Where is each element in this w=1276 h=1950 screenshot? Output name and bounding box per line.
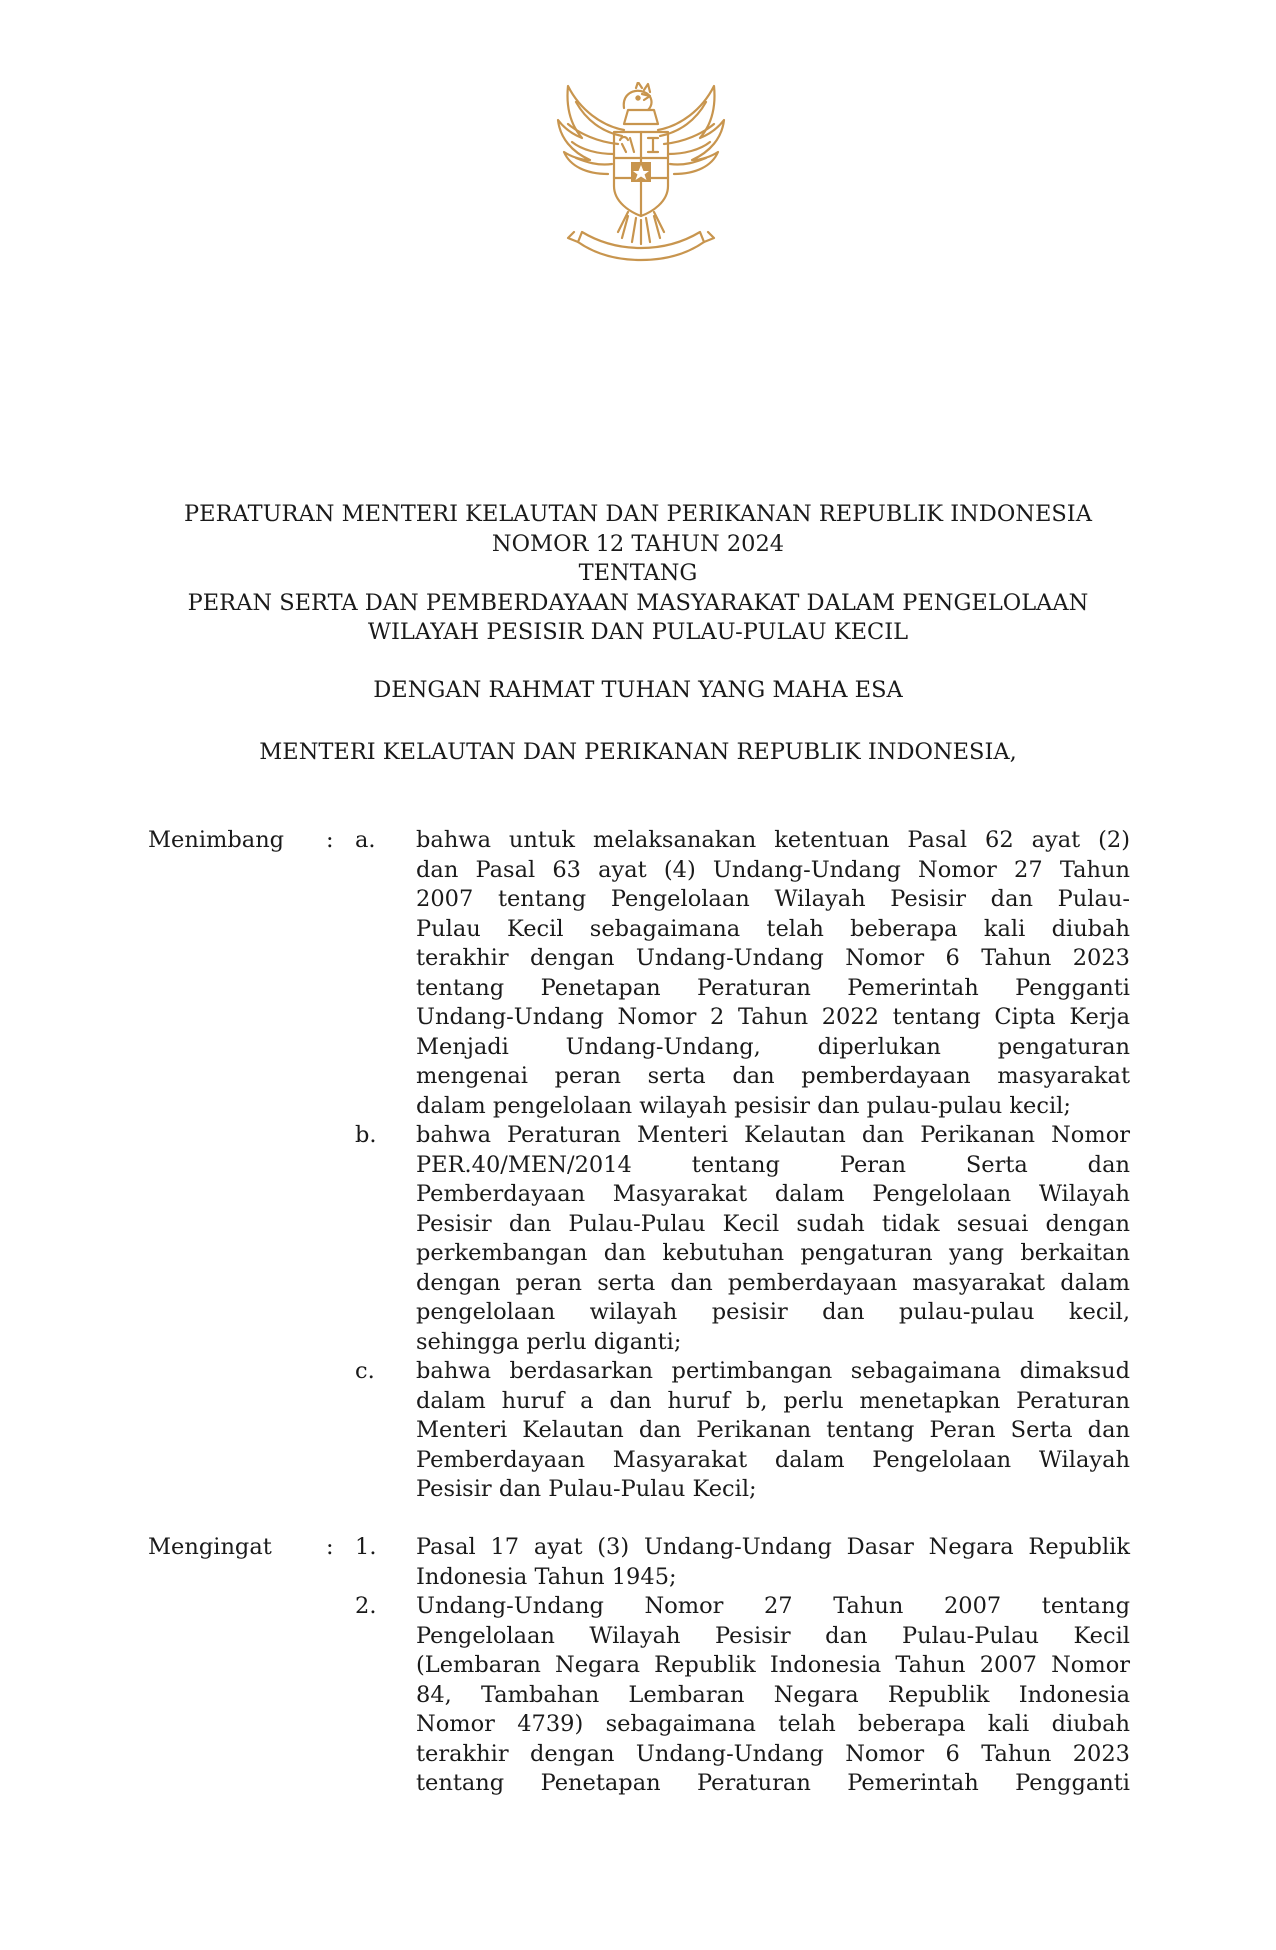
title-line: PERATURAN MENTERI KELAUTAN DAN PERIKANAN REPUBLIK INDONESIA xyxy=(184,501,1092,527)
menimbang-label: Menimbang xyxy=(148,827,285,853)
text-line: Pemberdayaan Masyarakat dalam Pengelolaan Wilayah xyxy=(416,1181,1130,1207)
text-line: Pulau Kecil sebagaimana telah beberapa kali diubah xyxy=(416,915,1130,942)
menimbang-marker-b: b. xyxy=(355,1122,377,1148)
menimbang-item-c xyxy=(416,1357,1130,1505)
text-line: dalam pengelolaan wilayah pesisir dan pulau-pulau kecil; xyxy=(416,1092,1071,1119)
text-line: Pesisir dan Pulau-Pulau Kecil; xyxy=(416,1476,757,1502)
text-line: Pesisir dan Pulau-Pulau Kecil sudah tidak sesuai dengan xyxy=(416,1210,1130,1237)
text-line: Indonesia Tahun 1945; xyxy=(416,1563,677,1590)
text-line: dengan peran serta dan pemberdayaan masyarakat dalam xyxy=(416,1269,1130,1296)
text-line: sehingga perlu diganti; xyxy=(416,1328,682,1355)
mengingat-label: Mengingat xyxy=(148,1534,272,1560)
text-line: mengenai peran serta dan pemberdayaan masyarakat xyxy=(416,1063,1130,1089)
preamble: DENGAN RAHMAT TUHAN YANG MAHA ESA xyxy=(373,677,903,703)
text-line: Menjadi Undang-Undang, diperlukan pengaturan xyxy=(416,1033,1130,1060)
title-line: TENTANG xyxy=(578,560,698,586)
text-line: Nomor 4739) sebagaimana telah beberapa kali diubah xyxy=(416,1711,1130,1737)
menimbang-item-a xyxy=(416,826,1130,1121)
title-line: WILAYAH PESISIR DAN PULAU-PULAU KECIL xyxy=(367,619,909,645)
text-line: dalam huruf a dan huruf b, perlu menetapkan Peraturan xyxy=(416,1387,1130,1414)
text-line: pengelolaan wilayah pesisir dan pulau-pulau kecil, xyxy=(416,1299,1130,1325)
mengingat-marker-2: 2. xyxy=(355,1593,377,1619)
garuda-emblem-icon xyxy=(552,82,730,267)
text-line: Undang-Undang Nomor 2 Tahun 2022 tentang Cipta Kerja xyxy=(416,1004,1130,1030)
menimbang-item-b xyxy=(416,1121,1130,1357)
title-line: NOMOR 12 TAHUN 2024 xyxy=(491,530,785,557)
text-line: (Lembaran Negara Republik Indonesia Tahun 2007 Nomor xyxy=(416,1652,1130,1678)
title-line: PERAN SERTA DAN PEMBERDAYAAN MASYARAKAT DALAM PENGELOLAAN xyxy=(187,589,1089,616)
mengingat-item-1 xyxy=(416,1533,1130,1592)
text-line: tentang Penetapan Peraturan Pemerintah Pengganti xyxy=(416,1770,1130,1796)
regulation-title xyxy=(0,500,1276,648)
mengingat-item-2 xyxy=(416,1592,1130,1799)
mengingat-marker-1: 1. xyxy=(355,1534,377,1560)
text-line: bahwa berdasarkan pertimbangan sebagaimana dimaksud xyxy=(416,1358,1130,1384)
text-line: bahwa Peraturan Menteri Kelautan dan Perikanan Nomor xyxy=(416,1122,1130,1148)
text-line: PER.40/MEN/2014 tentang Peran Serta dan xyxy=(416,1151,1130,1178)
text-line: Undang-Undang Nomor 27 Tahun 2007 tentang xyxy=(416,1593,1130,1619)
text-line: Pasal 17 ayat (3) Undang-Undang Dasar Negara Republik xyxy=(416,1534,1130,1560)
text-line: Pengelolaan Wilayah Pesisir dan Pulau-Pulau Kecil xyxy=(416,1622,1130,1649)
text-line: terakhir dengan Undang-Undang Nomor 6 Tahun 2023 xyxy=(416,1740,1130,1767)
text-line: Pemberdayaan Masyarakat dalam Pengelolaan Wilayah xyxy=(416,1446,1130,1473)
text-line: bahwa untuk melaksanakan ketentuan Pasal 62 ayat (2) xyxy=(416,827,1130,853)
text-line: 84, Tambahan Lembaran Negara Republik Indonesia xyxy=(416,1681,1130,1708)
menimbang-marker-c: c. xyxy=(355,1358,375,1384)
text-line: perkembangan dan kebutuhan pengaturan yang berkaitan xyxy=(416,1240,1130,1266)
menimbang-marker-a: a. xyxy=(355,827,376,853)
text-line: Menteri Kelautan dan Perikanan tentang Peran Serta dan xyxy=(416,1417,1130,1443)
text-line: tentang Penetapan Peraturan Pemerintah Pengganti xyxy=(416,974,1130,1001)
menimbang-colon: : xyxy=(326,827,334,853)
text-line: terakhir dengan Undang-Undang Nomor 6 Tahun 2023 xyxy=(416,945,1130,971)
issuer: MENTERI KELAUTAN DAN PERIKANAN REPUBLIK INDONESIA, xyxy=(259,739,1017,765)
mengingat-colon: : xyxy=(326,1534,334,1560)
text-line: dan Pasal 63 ayat (4) Undang-Undang Nomor 27 Tahun xyxy=(416,856,1130,883)
text-line: 2007 tentang Pengelolaan Wilayah Pesisir dan Pulau- xyxy=(416,886,1130,912)
